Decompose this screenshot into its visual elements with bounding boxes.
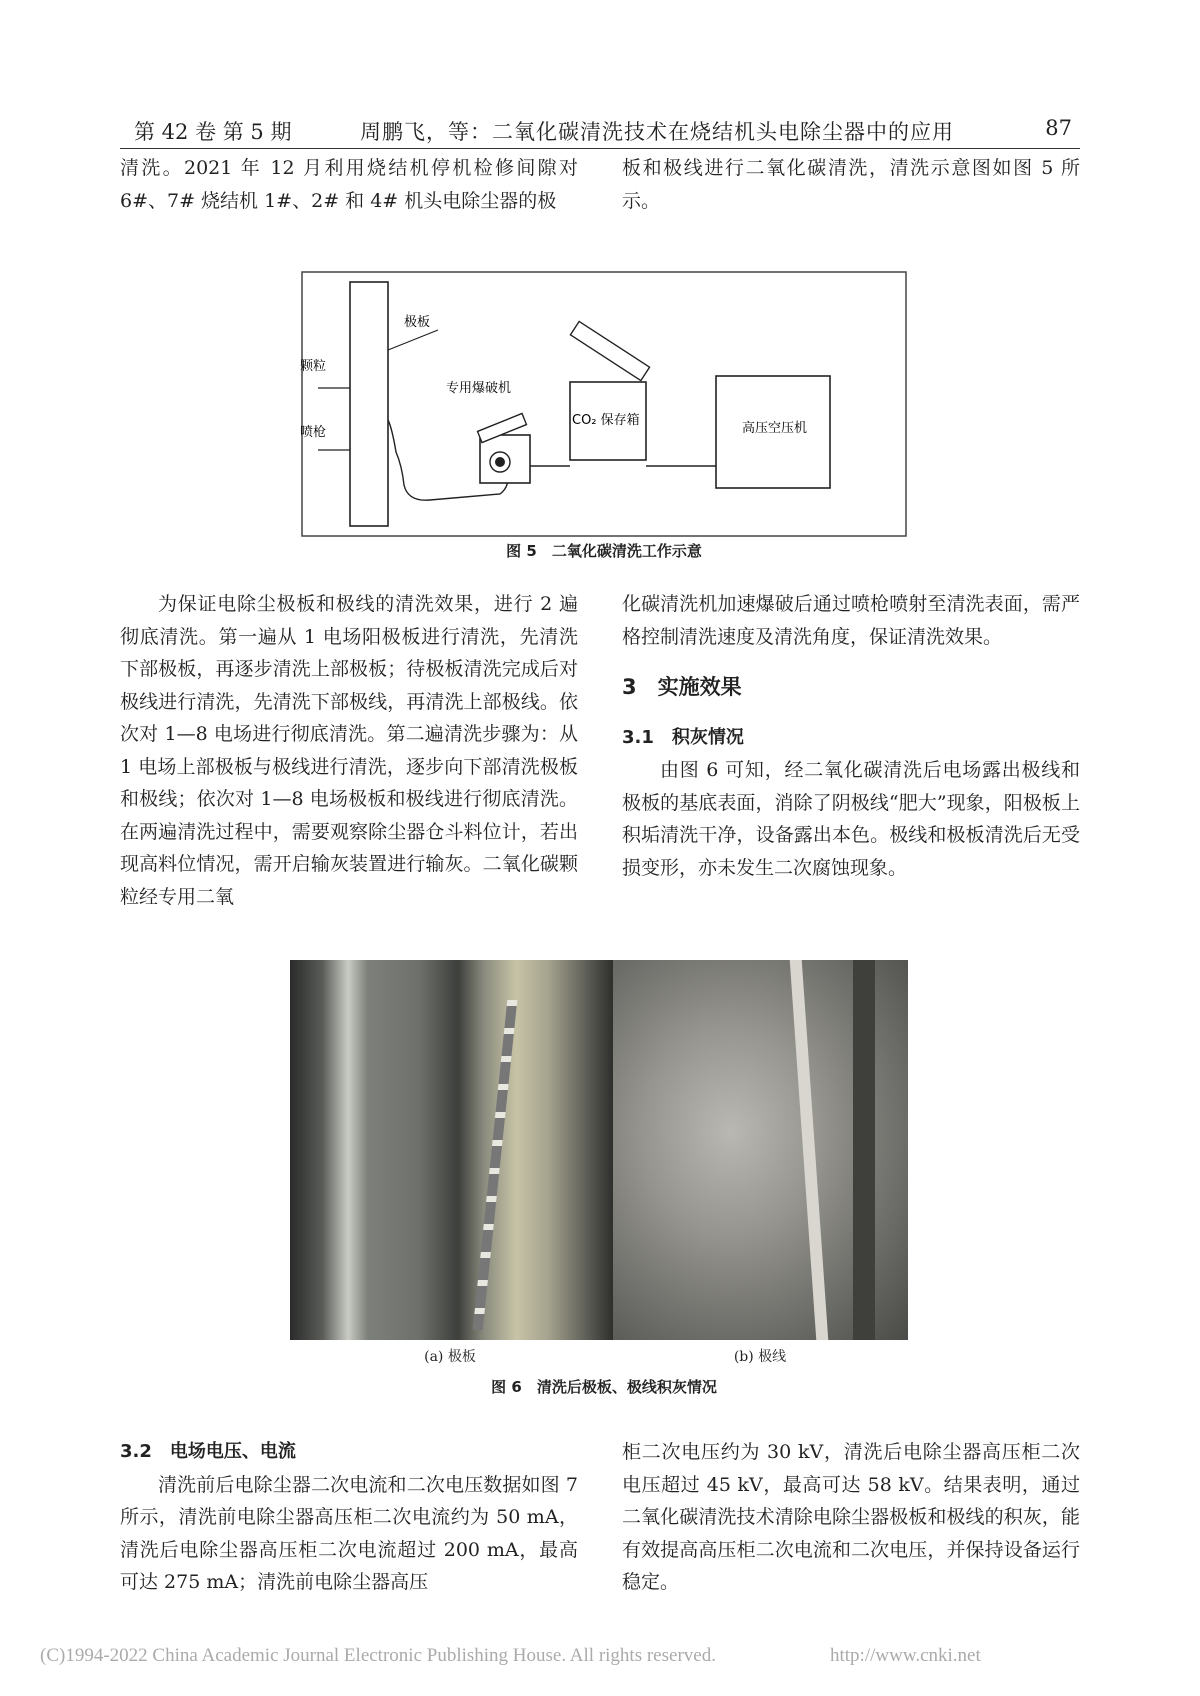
section-3-2-right-column <box>622 1436 1080 1599</box>
figure-6b-wire-photo <box>613 960 908 1340</box>
intro-right-column <box>622 152 1080 217</box>
figure-5-diagram <box>300 270 908 538</box>
wire-frame-bar <box>853 960 875 1340</box>
running-header <box>120 114 1080 149</box>
intro-left-text: 清洗。2021 年 12 月利用烧结机停机检修间隙对 6#、7# 烧结机 1#、2# 和 4# 机头电除尘器的极 <box>120 157 578 212</box>
section-3-1-heading: 3.1 积灰情况 <box>622 726 744 748</box>
figure-5-caption: 图 5 二氧化碳清洗工作示意 <box>506 542 702 560</box>
blaster-gauge-inner <box>495 457 505 467</box>
section-3-heading: 3 实施效果 <box>622 675 742 699</box>
plate-leader-line <box>388 330 438 350</box>
plate-shape <box>350 282 388 526</box>
cleaning-paragraph: 为保证电除尘极板和极线的清洗效果，进行 2 遍彻底清洗。第一遍从 1 电场阳极板进行清洗，先清洗下部极板，再逐步清洗上部极板；待极板清洗完成后对极线进行清洗，先清洗下部极线，再清洗上部极线。依次对 1—8 电场进行彻底清洗。第二遍清洗步骤为：从 1 电场上部极板与极线进行清洗，逐步向下部清洗极板和极线；依次对 1—8 电场极板和极线进行彻底清洗。在两遍清洗过程中，需要观察除尘器仓斗料位计，若出现高料位情况，需开启输灰装置进行输灰。二氧化碳颗粒经专用二氧 <box>120 593 578 908</box>
label-gun: 喷枪 <box>300 425 327 440</box>
cleaning-right-column <box>622 588 1080 884</box>
journal-volume: 第 42 卷 第 5 期 <box>134 120 292 144</box>
discharge-wire <box>790 960 829 1340</box>
section-3-2-left-column <box>120 1436 578 1599</box>
intro-left-column <box>120 152 578 217</box>
section-3-2-heading: 3.2 电场电压、电流 <box>120 1441 296 1462</box>
figure-6a-plate-photo <box>290 960 613 1340</box>
copyright-notice: (C)1994-2022 China Academic Journal Electronic Publishing House. All rights reserved. <box>40 1645 716 1666</box>
cleaning-continue-paragraph: 化碳清洗机加速爆破后通过喷枪喷射至清洗表面，需严格控制清洗速度及清洗角度，保证清洗效果。 <box>622 593 1080 648</box>
label-blaster: 专用爆破机 <box>446 381 512 396</box>
figure-6a-subcaption: (a) 极板 <box>424 1349 476 1365</box>
label-co2-box: CO₂ 保存箱 <box>572 413 640 428</box>
intro-right-text: 板和极线进行二氧化碳清洗，清洗示意图如图 5 所示。 <box>622 157 1080 212</box>
cleaning-left-column <box>120 588 578 913</box>
page-number: 87 <box>1045 116 1072 140</box>
co2-box-lid-shape <box>570 321 649 380</box>
figure-6b-subcaption: (b) 极线 <box>733 1349 787 1365</box>
article-running-title: 周鹏飞，等：二氧化碳清洗技术在烧结机头电除尘器中的应用 <box>360 120 954 144</box>
section-3-2-left-paragraph: 清洗前后电除尘器二次电流和二次电压数据如图 7 所示，清洗前电除尘器高压柜二次电流约为 50 mA，清洗后电除尘器高压柜二次电流超过 200 mA，最高可达 275 mA；清洗前电除尘器高压 <box>120 1473 578 1593</box>
figure-6-caption: 图 6 清洗后极板、极线积灰情况 <box>491 1378 717 1396</box>
cnki-url[interactable]: http://www.cnki.net <box>830 1645 981 1666</box>
label-compressor: 高压空压机 <box>742 421 808 436</box>
label-particle: 颗粒 <box>300 359 327 374</box>
section-3-2-right-paragraph: 柜二次电压约为 30 kV，清洗后电除尘器高压柜二次电压超过 45 kV，最高可达 58 kV。结果表明，通过二氧化碳清洗技术清除电除尘器极板和极线的积灰，能有效提高高压柜二次电流和二次电压，并保持设备运行稳定。 <box>622 1441 1080 1593</box>
section-3-1-paragraph: 由图 6 可知，经二氧化碳清洗后电场露出极线和极板的基底表面，消除了阴极线“肥大”现象，阳极板上积垢清洗干净，设备露出本色。极线和极板清洗后无受损变形，亦未发生二次腐蚀现象。 <box>622 759 1080 879</box>
plate-spikes <box>473 1000 518 1330</box>
label-plate: 极板 <box>404 315 431 330</box>
